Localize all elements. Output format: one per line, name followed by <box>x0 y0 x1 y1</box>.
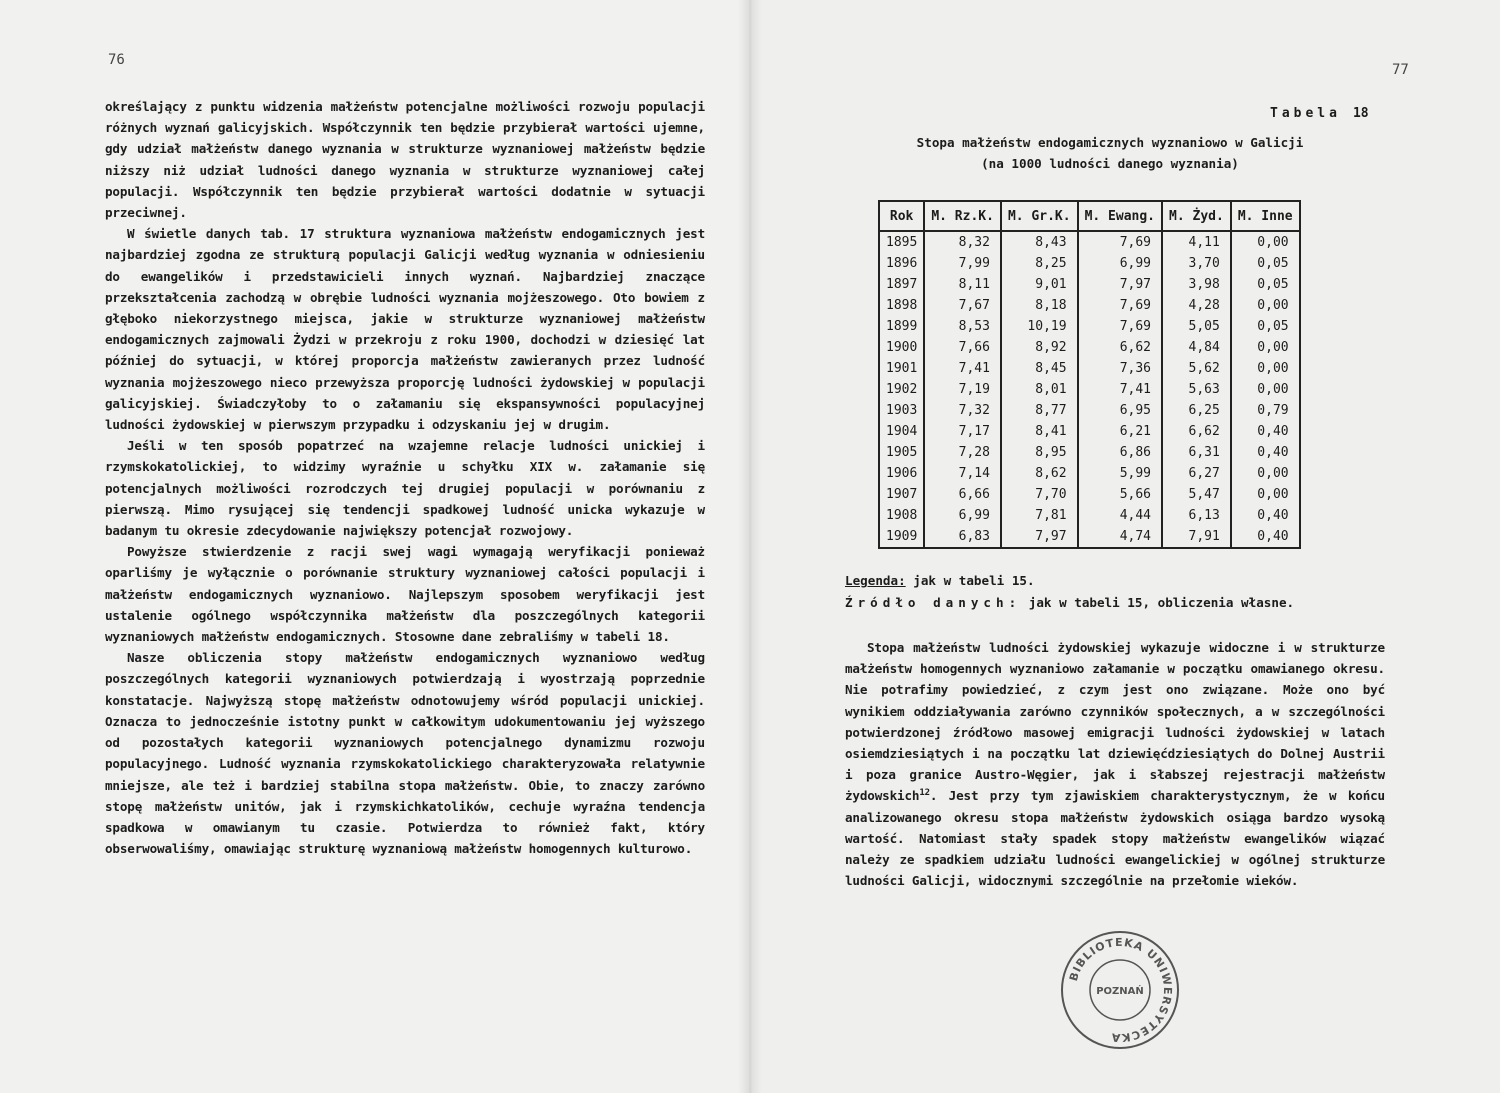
year-cell: 1896 <box>879 253 924 274</box>
rate-cell: 7,32 <box>924 400 1001 421</box>
table-row <box>879 421 1300 442</box>
rate-cell: 7,19 <box>924 379 1001 400</box>
rate-cell: 7,36 <box>1078 358 1162 379</box>
rate-cell: 3,98 <box>1162 274 1231 295</box>
rate-cell: 6,62 <box>1078 337 1162 358</box>
table-row <box>879 442 1300 463</box>
rate-cell: 6,99 <box>1078 253 1162 274</box>
table-row <box>879 316 1300 337</box>
rate-cell: 7,81 <box>1001 505 1078 526</box>
rate-cell: 5,99 <box>1078 463 1162 484</box>
col-header-grk: M. Gr.K. <box>1001 201 1078 231</box>
table-header-row <box>879 201 1300 231</box>
rate-cell: 7,66 <box>924 337 1001 358</box>
rate-cell: 8,25 <box>1001 253 1078 274</box>
rate-cell: 7,67 <box>924 295 1001 316</box>
rate-cell: 0,40 <box>1231 526 1300 548</box>
rate-cell: 8,18 <box>1001 295 1078 316</box>
source-line <box>845 592 1294 614</box>
stamp-center-text: POZNAŃ <box>1096 986 1144 997</box>
legend-text: jak w tabeli 15. <box>905 573 1035 588</box>
rate-cell: 4,11 <box>1162 231 1231 253</box>
table-row <box>879 231 1300 253</box>
rate-cell: 7,97 <box>1001 526 1078 548</box>
rate-cell: 0,00 <box>1231 358 1300 379</box>
col-header-year: Rok <box>879 201 924 231</box>
table-row <box>879 274 1300 295</box>
rate-cell: 7,41 <box>924 358 1001 379</box>
paragraph: Jeśli w ten sposób popatrzeć na wzajemne relacje ludności unickiej i rzymskokatolickiej, to widzimy wyraźnie u schyłku XIX w. załamanie się potencjalnych możliwości rozrodczych tej drugiej populacji w porównaniu z pierwszą. Mimo rysującej się tendencji spadkowej ludność unicka wykazuje w badanym tu okresie zdecydowanie największy potencjał rozwojowy. <box>105 438 705 539</box>
year-cell: 1903 <box>879 400 924 421</box>
library-stamp <box>1058 928 1182 1052</box>
rate-cell: 7,14 <box>924 463 1001 484</box>
year-cell: 1901 <box>879 358 924 379</box>
year-cell: 1908 <box>879 505 924 526</box>
rate-cell: 6,86 <box>1078 442 1162 463</box>
table-title-line: Stopa małżeństw endogamicznych wyznaniowo w Galicji <box>916 135 1304 150</box>
rate-cell: 0,00 <box>1231 295 1300 316</box>
paragraph <box>845 637 1385 891</box>
rate-cell: 0,00 <box>1231 231 1300 253</box>
rate-cell: 8,62 <box>1001 463 1078 484</box>
rate-cell: 8,77 <box>1001 400 1078 421</box>
rate-cell: 9,01 <box>1001 274 1078 295</box>
rate-cell: 7,69 <box>1078 231 1162 253</box>
year-cell: 1904 <box>879 421 924 442</box>
rate-cell: 7,69 <box>1078 316 1162 337</box>
rate-cell: 7,28 <box>924 442 1001 463</box>
rate-cell: 0,00 <box>1231 337 1300 358</box>
marriage-rate-table <box>878 200 1301 549</box>
col-header-inne: M. Inne <box>1231 201 1300 231</box>
footnote-ref: 12 <box>919 788 930 799</box>
rate-cell: 8,45 <box>1001 358 1078 379</box>
rate-cell: 8,11 <box>924 274 1001 295</box>
rate-cell: 4,44 <box>1078 505 1162 526</box>
rate-cell: 8,32 <box>924 231 1001 253</box>
rate-cell: 8,41 <box>1001 421 1078 442</box>
rate-cell: 5,62 <box>1162 358 1231 379</box>
table-row <box>879 337 1300 358</box>
paragraph-text-cont: . Jest przy tym zjawiskiem charakterystycznym, że w końcu analizowanego okresu stopa małżeństw żydowskich osiąga bardzo wysoką wartość. Natomiast stały spadek stopy małżeństw ewangelików wiązać należy ze spadkiem udziału ludności ewangelickiej w ogólnej strukturze ludności Galicji, widocznymi szczególnie na przełomie wieków. <box>845 788 1385 889</box>
rate-cell: 0,00 <box>1231 463 1300 484</box>
col-header-ewang: M. Ewang. <box>1078 201 1162 231</box>
rate-cell: 7,97 <box>1078 274 1162 295</box>
rate-cell: 6,13 <box>1162 505 1231 526</box>
rate-cell: 6,99 <box>924 505 1001 526</box>
rate-cell: 6,83 <box>924 526 1001 548</box>
table-label <box>1270 106 1369 121</box>
rate-cell: 6,62 <box>1162 421 1231 442</box>
legend-label: Legenda: <box>845 573 906 588</box>
year-cell: 1899 <box>879 316 924 337</box>
table-row <box>879 505 1300 526</box>
rate-cell: 6,27 <box>1162 463 1231 484</box>
rate-cell: 8,43 <box>1001 231 1078 253</box>
rate-cell: 5,05 <box>1162 316 1231 337</box>
rate-cell: 0,05 <box>1231 253 1300 274</box>
year-cell: 1906 <box>879 463 924 484</box>
page-number-left: 76 <box>108 52 125 68</box>
rate-cell: 0,40 <box>1231 442 1300 463</box>
year-cell: 1902 <box>879 379 924 400</box>
table-subtitle-line: (na 1000 ludności danego wyznania) <box>981 156 1239 171</box>
paragraph: W świetle danych tab. 17 struktura wyznaniowa małżeństw endogamicznych jest najbardziej zgodna ze strukturą populacji Galicji według wyznania w odniesieniu do ewangelików i przedstawicieli innych wyznań. Najbardziej znaczące przekształcenia zachodzą w obrębie ludności wyznania mojżeszowego. Oto bowiem z głęboko niekorzystnego miejsca, jakie w strukturze wyznaniowej małżeństw endogamicznych zajmowali Żydzi w przekroju z roku 1900, dochodzi w dziesięć lat później do sytuacji, w której proporcja małżeństw zawieranych przez ludność wyznania mojżeszowego nieco przewyższa proporcję ludności żydowskiej w populacji galicyjskiej. Świadczyłoby to o załamaniu się ekspansywności populacyjnej ludności żydowskiej w pierwszym przypadku i odzyskaniu jej w drugim. <box>105 226 705 433</box>
rate-cell: 0,05 <box>1231 316 1300 337</box>
rate-cell: 7,91 <box>1162 526 1231 548</box>
rate-cell: 7,41 <box>1078 379 1162 400</box>
rate-cell: 7,70 <box>1001 484 1078 505</box>
col-header-rzk: M. Rz.K. <box>924 201 1001 231</box>
year-cell: 1907 <box>879 484 924 505</box>
year-cell: 1897 <box>879 274 924 295</box>
rate-cell: 5,66 <box>1078 484 1162 505</box>
table-body <box>879 231 1300 548</box>
rate-cell: 0,00 <box>1231 379 1300 400</box>
rate-cell: 0,05 <box>1231 274 1300 295</box>
year-cell: 1895 <box>879 231 924 253</box>
table-row <box>879 400 1300 421</box>
table-row <box>879 463 1300 484</box>
rate-cell: 0,79 <box>1231 400 1300 421</box>
rate-cell: 0,40 <box>1231 505 1300 526</box>
source-label: Źródło danych: <box>845 595 1022 610</box>
rate-cell: 4,28 <box>1162 295 1231 316</box>
table-notes <box>845 570 1294 614</box>
rate-cell: 6,95 <box>1078 400 1162 421</box>
stamp-ring-text: BIBLIOTEKA UNIWERSYTECKA <box>1066 935 1175 1045</box>
year-cell: 1898 <box>879 295 924 316</box>
table-row <box>879 295 1300 316</box>
rate-cell: 0,40 <box>1231 421 1300 442</box>
page-number-right: 77 <box>1392 62 1409 78</box>
rate-cell: 6,66 <box>924 484 1001 505</box>
rate-cell: 7,99 <box>924 253 1001 274</box>
rate-cell: 5,47 <box>1162 484 1231 505</box>
source-text: jak w tabeli 15, obliczenia własne. <box>1021 595 1295 610</box>
right-page-text <box>845 637 1385 891</box>
rate-cell: 6,25 <box>1162 400 1231 421</box>
year-cell: 1905 <box>879 442 924 463</box>
rate-cell: 6,21 <box>1078 421 1162 442</box>
rate-cell: 8,95 <box>1001 442 1078 463</box>
rate-cell: 4,84 <box>1162 337 1231 358</box>
rate-cell: 6,31 <box>1162 442 1231 463</box>
rate-cell: 10,19 <box>1001 316 1078 337</box>
paragraph-text: Stopa małżeństw ludności żydowskiej wykazuje widoczne i w strukturze małżeństw homogennych wyznaniowo załamanie w początku omawianego okresu. Nie potrafimy powiedzieć, z czym jest ono związane. Może ono być wynikiem oddziaływania zarówno czynników społecznych, a w szczególności potwierdzonej źródłowo masowej emigracji ludności żydowskiej w latach osiemdziesiątych i na początku lat dziewięćdziesiątych do Dolnej Austrii i poza granice Austro-Węgier, jak i słabszej rejestracji małżeństw żydowskich <box>845 640 1385 804</box>
year-cell: 1909 <box>879 526 924 548</box>
rate-cell: 0,00 <box>1231 484 1300 505</box>
paragraph: Powyższe stwierdzenie z racji swej wagi wymagają weryfikacji ponieważ oparliśmy je wyłącznie o porównanie struktury wyznaniowej całości populacji i małżeństw endogamicznych wyznaniowo. Najlepszym sposobem weryfikacji jest ustalenie ogólnego współczynnika małżeństw dla poszczególnych kategorii wyznaniowych małżeństw endogamicznych. Stosowne dane zebraliśmy w tabeli 18. <box>105 544 705 645</box>
rate-cell: 7,17 <box>924 421 1001 442</box>
table-row <box>879 484 1300 505</box>
rate-cell: 8,92 <box>1001 337 1078 358</box>
col-header-zyd: M. Żyd. <box>1162 201 1231 231</box>
rate-cell: 3,70 <box>1162 253 1231 274</box>
rate-cell: 5,63 <box>1162 379 1231 400</box>
table-row <box>879 526 1300 548</box>
rate-cell: 8,01 <box>1001 379 1078 400</box>
rate-cell: 4,74 <box>1078 526 1162 548</box>
table-number: 18 <box>1352 106 1369 121</box>
table-title <box>860 132 1360 174</box>
rate-cell: 8,53 <box>924 316 1001 337</box>
table-row <box>879 379 1300 400</box>
legend-line <box>845 570 1294 592</box>
table-label-word: Tabela <box>1270 106 1341 121</box>
table-row <box>879 253 1300 274</box>
rate-cell: 7,69 <box>1078 295 1162 316</box>
book-gutter <box>738 0 762 1093</box>
paragraph: określający z punktu widzenia małżeństw potencjalne możliwości rozwoju populacji różnych wyznań galicyjskich. Współczynnik ten będzie przybierał wartości ujemne, gdy udział małżeństw danego wyznania w strukturze wyznaniowej małżeństw będzie niższy niż udział ludności danego wyznania w strukturze wyznaniowej całej populacji. Współczynnik ten będzie przybierał wartości dodatnie w sytuacji przeciwnej. <box>105 99 705 221</box>
year-cell: 1900 <box>879 337 924 358</box>
table-row <box>879 358 1300 379</box>
paragraph: Nasze obliczenia stopy małżeństw endogamicznych wyznaniowo według poszczególnych kategorii wyznaniowych potwierdzają i wyostrzają poprzednie konstatacje. Najwyższą stopę małżeństw odnotowujemy wśród populacji unickiej. Oznacza to jednocześnie istotny punkt w całkowitym udokumentowaniu jej wyższego od pozostałych kategorii wyznaniowych potencjalnego dynamizmu rozwoju populacyjnego. Ludność wyznania rzymskokatolickiego charakteryzowała relatywnie mniejsze, ale też i bardziej stabilna stopa małżeństw. Obie, to znaczy zarówno stopę małżeństw unitów, jak i rzymskichkatolików, cechuje wyraźna tendencja spadkowa w omawianym tu czasie. Potwierdza to również fakt, który obserwowaliśmy, omawiając strukturę wyznaniową małżeństw homogennych kulturowo. <box>105 650 705 857</box>
left-page-text <box>105 96 705 859</box>
